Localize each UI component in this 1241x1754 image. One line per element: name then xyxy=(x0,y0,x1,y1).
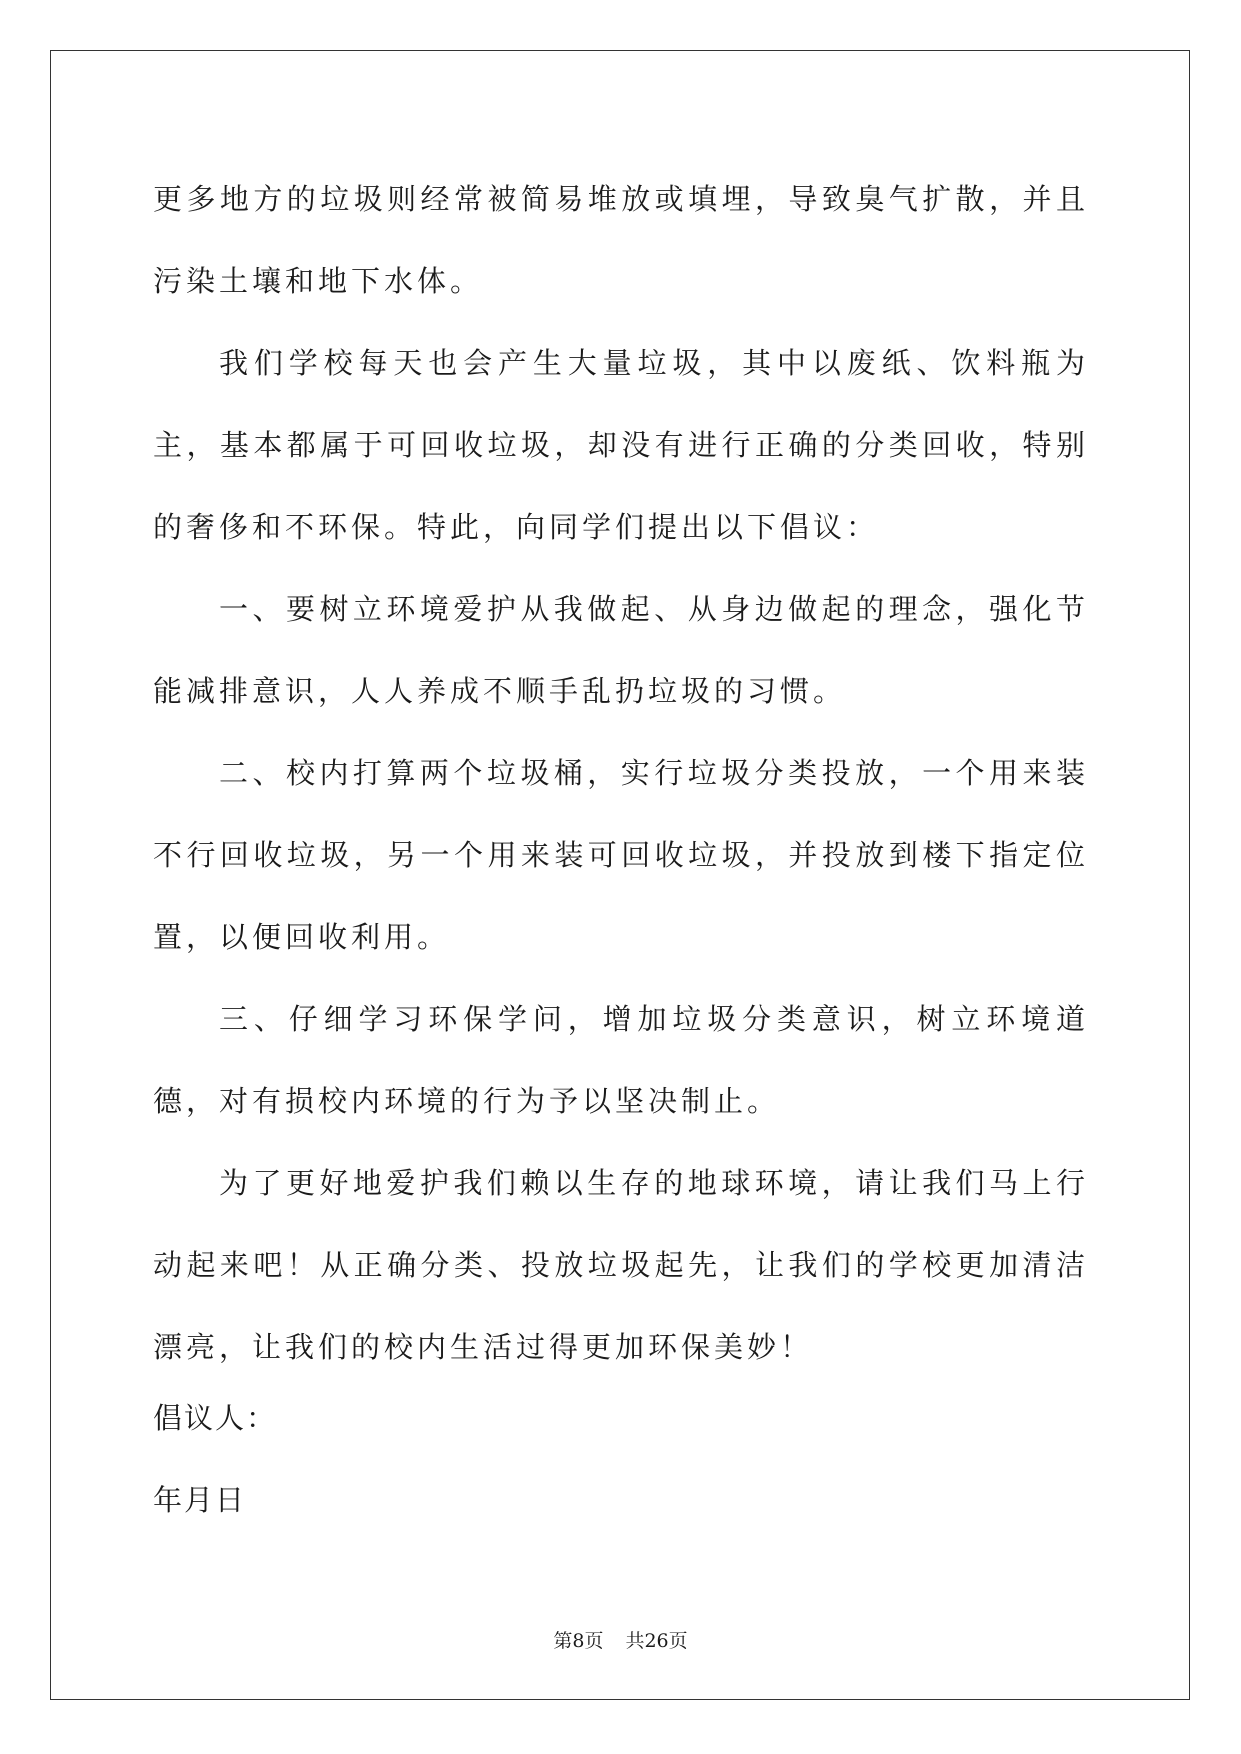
signature-block xyxy=(153,1377,753,1541)
proposer-label: 倡议人： xyxy=(153,1401,278,1435)
page-total: 共26页 xyxy=(625,1630,688,1652)
paragraph-5: 三、仔细学习环保学问，增加垃圾分类意识，树立环境道德，对有损校内环境的行为予以坚决制止。 xyxy=(153,1002,1089,1118)
page-footer xyxy=(0,1626,1241,1653)
date-label: 年月日 xyxy=(153,1483,247,1517)
paragraph-4: 二、校内打算两个垃圾桶，实行垃圾分类投放，一个用来装不行回收垃圾，另一个用来装可回收垃圾，并投放到楼下指定位置，以便回收利用。 xyxy=(153,756,1089,954)
page-number: 第8页 xyxy=(553,1630,604,1652)
paragraph-3: 一、要树立环境爱护从我做起、从身边做起的理念，强化节能减排意识，人人养成不顺手乱扔垃圾的习惯。 xyxy=(153,592,1089,708)
paragraph-2: 我们学校每天也会产生大量垃圾，其中以废纸、饮料瓶为主，基本都属于可回收垃圾，却没有进行正确的分类回收，特别的奢侈和不环保。特此，向同学们提出以下倡议： xyxy=(153,346,1089,544)
paragraph-6: 为了更好地爱护我们赖以生存的地球环境，请让我们马上行动起来吧！从正确分类、投放垃圾起先，让我们的学校更加清洁漂亮，让我们的校内生活过得更加环保美妙！ xyxy=(153,1166,1089,1364)
paragraph-1: 更多地方的垃圾则经常被简易堆放或填埋，导致臭气扩散，并且污染土壤和地下水体。 xyxy=(153,182,1089,298)
document-body xyxy=(153,158,1089,1388)
